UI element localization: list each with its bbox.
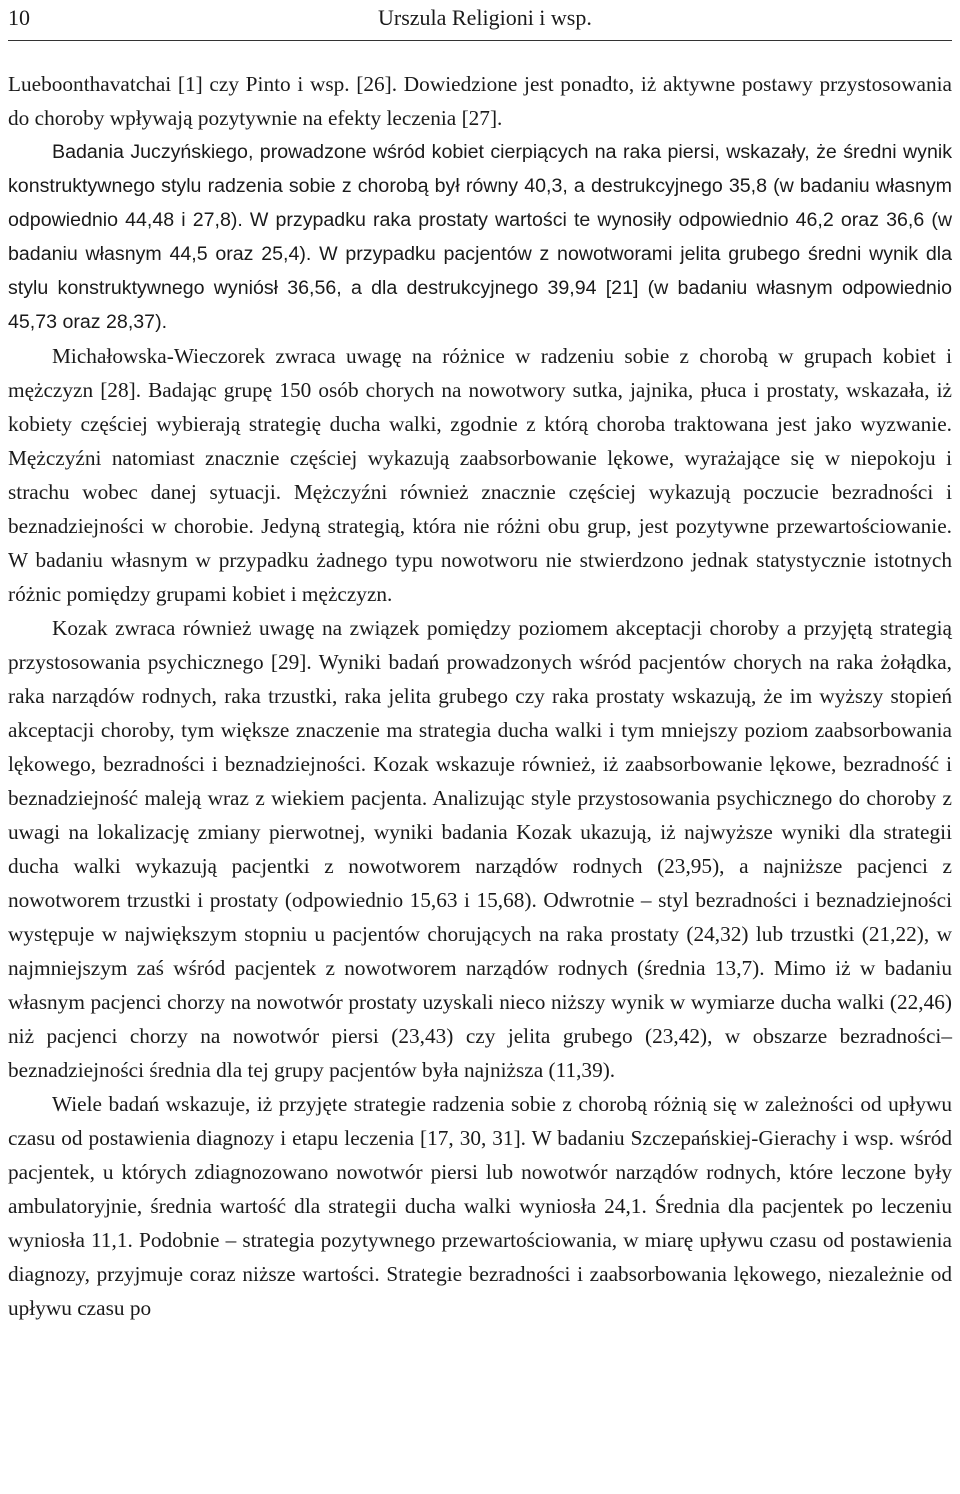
body-text: [8, 67, 952, 1325]
page-header: [8, 0, 952, 41]
running-title: Urszula Religioni i wsp.: [378, 5, 592, 30]
paragraph-3-text: Michałowska-Wieczorek zwraca uwagę na różnice w radzeniu sobie z chorobą w grupach kobiet i mężczyzn [28]. Badając grupę 150 osób chorych na nowotwory sutka, jajnika, płuca i prostaty, wskazała, iż kobiety częściej wybierają strategię ducha walki, zgodnie z którą choroba traktowana jest jako wyzwanie. Mężczyźni natomiast znacznie częściej wykazują zaabsorbowanie lękowe, wyrażające się w niepokoju i strachu wobec danej sytuacji. Mężczyźni również znacznie częściej wykazują poczucie bezradności i beznadziejności w chorobie. Jedyną strategią, która nie różni obu grup, jest pozytywne przewartościowanie. W badaniu własnym w przypadku żadnego typu nowotworu nie stwierdzono jednak statystycznie istotnych różnic pomiędzy grupami kobiet i mężczyzn.: [8, 344, 952, 606]
paragraph-1: [8, 67, 952, 135]
paragraph-5: [8, 1087, 952, 1325]
page-number: 10: [8, 5, 30, 30]
paragraph-3: [8, 339, 952, 611]
paragraph-4: [8, 611, 952, 1087]
paragraph-1-text: Lueboonthavatchai [1] czy Pinto i wsp. [26]. Dowiedzione jest ponadto, iż aktywne postawy przystosowania do choroby wpływają pozytywnie na efekty leczenia [27].: [8, 72, 952, 130]
paragraph-4-text: Kozak zwraca również uwagę na związek pomiędzy poziomem akceptacji choroby a przyjętą strategią przystosowania psychicznego [29]. Wyniki badań prowadzonych wśród pacjentów chorych na raka żołądka, raka narządów rodnych, raka trzustki, raka jelita grubego czy raka prostaty wskazują, że im wyższy stopień akceptacji choroby, tym większe znaczenie ma strategia ducha walki i tym mniejszy poziom zaabsorbowania lękowego, bezradności i beznadziejności. Kozak wskazuje również, iż zaabsorbowanie lękowe, bezradność i beznadziejność maleją wraz z wiekiem pacjenta. Analizując style przystosowania psychicznego do choroby z uwagi na lokalizację zmiany pierwotnej, wyniki badania Kozak ukazują, iż najwyższe wyniki dla strategii ducha walki wykazują pacjentki z nowotworem narządów rodnych (23,95), a najniższe pacjenci z nowotworem trzustki i prostaty (odpowiednio 15,63 i 15,68). Odwrotnie – styl bezradności i beznadziejności występuje w największym stopniu u pacjentów chorujących na raka prostaty (24,32) lub trzustki (21,22), w najmniejszym zaś wśród pacjentek z nowotworem narządów rodnych (średnia 13,7). Mimo iż w badaniu własnym pacjenci chorzy na nowotwór prostaty uzyskali nieco niższy wynik w wymiarze ducha walki (22,46) niż pacjenci chorzy na nowotwór piersi (23,43) czy jelita grubego (23,42), w obszarze bezradności–beznadziejności średnia dla tej grupy pacjentów była najniższa (11,39).: [8, 616, 952, 1082]
paragraph-2-text-a: Badania Juczyńskiego, prowadzone wśród kobiet cierpiących na raka piersi, wskazały, że średni wynik konstruktywnego stylu radzenia sobie z chorobą był równy 40,3, a destrukcyjnego 35,8 (w badaniu własnym odpowiednio 44,48 i 27,8). W przypadku raka prostaty wartości te wynosiły odpowiednio 46,2 oraz 36,6 (w badaniu własnym 44,5 oraz 25,4).: [8, 141, 952, 265]
paragraph-2-text-b: W przypadku pacjentów z nowotworami jelita grubego średni wynik dla stylu konstruktywnego wyniósł 36,56, a dla destrukcyjnego 39,94 [21] (w badaniu własnym odpowiednio 45,73 oraz 28,37).: [8, 243, 952, 333]
paragraph-2: [8, 135, 952, 339]
paragraph-5-text: Wiele badań wskazuje, iż przyjęte strategie radzenia sobie z chorobą różnią się w zależności od upływu czasu od postawienia diagnozy i etapu leczenia [17, 30, 31]. W badaniu Szczepańskiej-Gierachy i wsp. wśród pacjentek, u których zdiagnozowano nowotwór piersi lub nowotwór narządów rodnych, które leczone były ambulatoryjnie, średnia wartość dla strategii ducha walki wyniosła 24,1. Średnia dla pacjentek po leczeniu wyniosła 11,1. Podobnie – strategia pozytywnego przewartościowania, w miarę upływu czasu od postawienia diagnozy, przyjmuje coraz niższe wartości. Strategie bezradności i zaabsorbowania lękowego, niezależnie od upływu czasu po: [8, 1092, 952, 1320]
